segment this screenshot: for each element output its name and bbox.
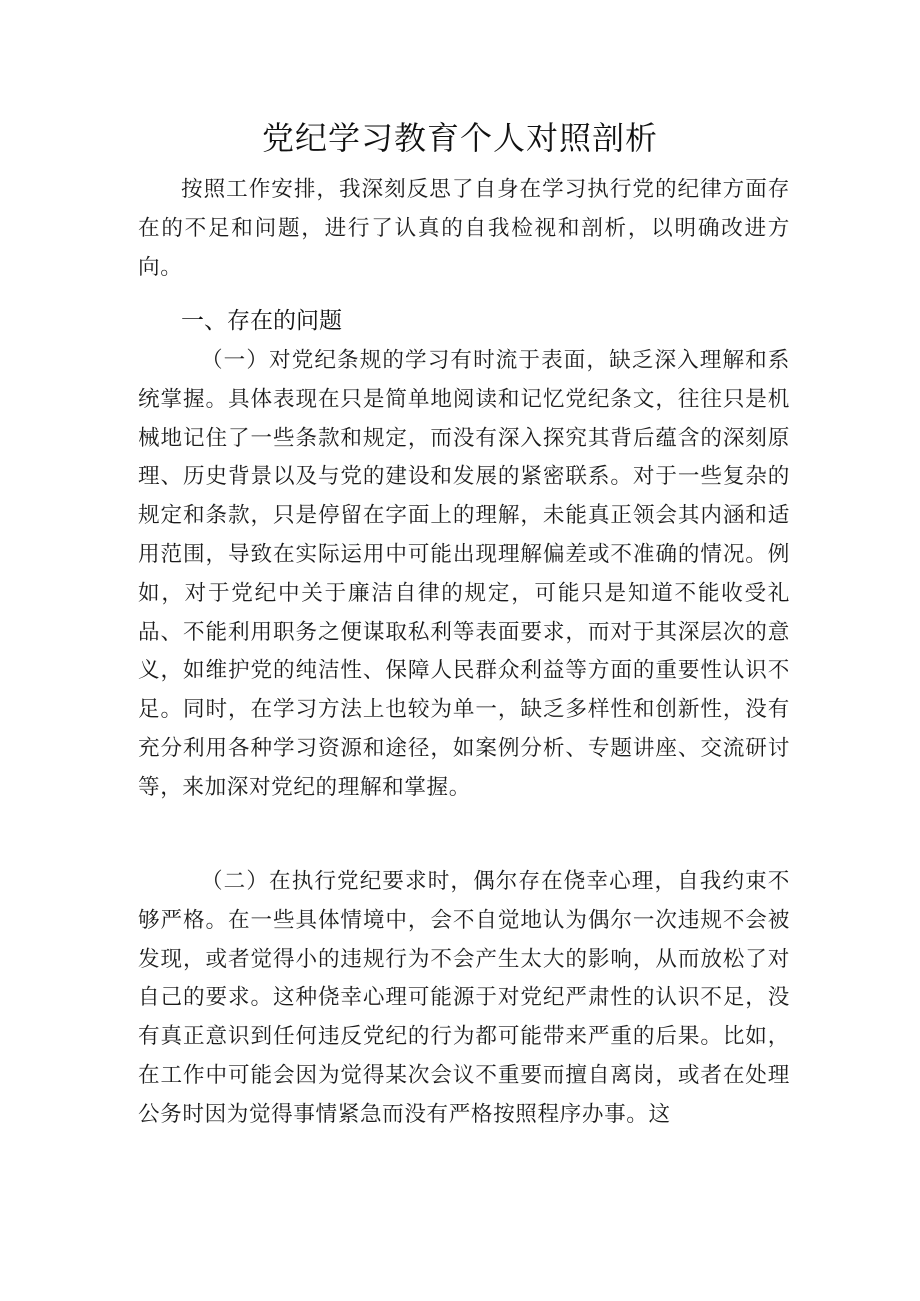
paragraph-1: （一）对党纪条规的学习有时流于表面，缺乏深入理解和系统掌握。具体表现在只是简单地阅读和记忆党纪条文，往往只是机械地记住了一些条款和规定，而没有深入探究其背后蕴含的深刻原理、历史背景以及与党的建设和发展的紧密联系。对于一些复杂的规定和条款，只是停留在字面上的理解，未能真正领会其内涵和适用范围，导致在实际运用中可能出现理解偏差或不准确的情况。例如，对于党纪中关于廉洁自律的规定，可能只是知道不能收受礼品、不能利用职务之便谋取私利等表面要求，而对于其深层次的意义，如维护党的纯洁性、保障人民群众利益等方面的重要性认识不足。同时，在学习方法上也较为单一，缺乏多样性和创新性，没有充分利用各种学习资源和途径，如案例分析、专题讲座、交流研讨等，来加深对党纪的理解和掌握。	[138, 348, 790, 800]
intro-paragraph: 按照工作安排，我深刻反思了自身在学习执行党的纪律方面存在的不足和问题，进行了认真的自我检视和剖析，以明确改进方向。	[138, 177, 790, 280]
paragraph-2: （二）在执行党纪要求时，偶尔存在侥幸心理，自我约束不够严格。在一些具体情境中，会不自觉地认为偶尔一次违规不会被发现，或者觉得小的违规行为不会产生太大的影响，从而放松了对自己的要求。这种侥幸心理可能源于对党纪严肃性的认识不足，没有真正意识到任何违反党纪的行为都可能带来严重的后果。比如，在工作中可能会因为觉得某次会议不重要而擅自离岗，或者在处理公务时因为觉得事情紧急而没有严格按照程序办事。这	[138, 869, 790, 1127]
document-title: 党纪学习教育个人对照剖析	[261, 119, 658, 157]
section-heading: 一、存在的问题	[181, 308, 342, 334]
